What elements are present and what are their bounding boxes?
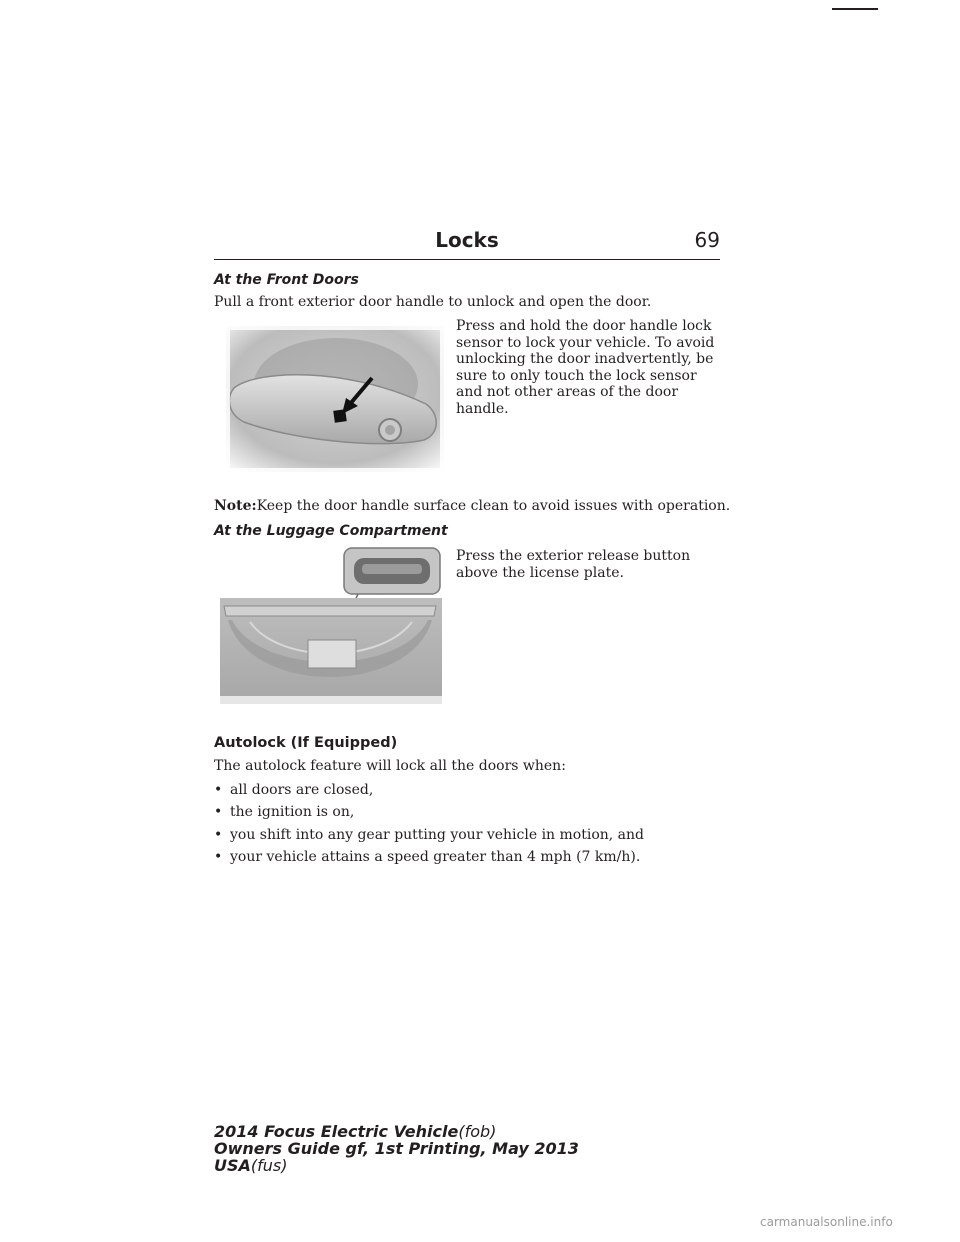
list-item-text: the ignition is on, <box>230 804 355 820</box>
footer-code-fob: (fob) <box>458 1122 497 1141</box>
footer-vehicle: 2014 Focus Electric Vehicle <box>214 1122 459 1141</box>
luggage-wrap-text <box>456 548 720 581</box>
luggage-heading: At the Luggage Compartment <box>214 523 448 539</box>
note-text: Keep the door handle surface clean to avoid issues with operation. <box>256 498 731 514</box>
list-item <box>214 849 640 865</box>
wrap-line: unlocking the door inadvertently, be <box>456 351 714 367</box>
wrap-line: handle. <box>456 400 509 417</box>
autolock-intro: The autolock feature will lock all the doors when: <box>214 758 566 774</box>
bullet-glyph: • <box>214 827 223 843</box>
luggage-release-illustration <box>220 546 442 704</box>
door-handle-image <box>226 326 444 472</box>
front-doors-wrap-text <box>456 318 720 417</box>
license-plate <box>308 640 356 668</box>
bullet-glyph: • <box>214 804 223 820</box>
footer-line-2: Owners Guide gf, 1st Printing, May 2013 <box>214 1139 579 1158</box>
list-item-text: your vehicle attains a speed greater than 4 mph (7 km/h). <box>230 849 641 865</box>
door-handle-illustration <box>226 326 444 472</box>
wrap-line: Press and hold the door handle lock <box>456 318 712 334</box>
page-number: 69 <box>694 228 720 252</box>
wrap-line: above the license plate. <box>456 564 624 581</box>
note-label: Note: <box>214 498 257 514</box>
document-footer <box>214 1123 579 1174</box>
watermark: carmanualsonline.info <box>760 1215 893 1229</box>
list-item <box>214 782 373 798</box>
autolock-heading: Autolock (If Equipped) <box>214 735 398 751</box>
front-doors-note <box>214 498 730 515</box>
footer-line-3 <box>214 1157 579 1174</box>
footer-line-1 <box>214 1123 579 1140</box>
wrap-line: sure to only touch the lock sensor <box>456 367 697 384</box>
bullet-glyph: • <box>214 849 223 865</box>
section-title: Locks <box>435 228 499 252</box>
list-item <box>214 804 354 820</box>
list-item-text: you shift into any gear putting your vehicle in motion, and <box>230 827 644 843</box>
front-doors-intro: Pull a front exterior door handle to unlock and open the door. <box>214 294 652 310</box>
footer-code-fus: (fus) <box>250 1156 288 1175</box>
wrap-line: and not other areas of the door <box>456 384 679 400</box>
bullet-glyph: • <box>214 782 223 798</box>
list-item-text: all doors are closed, <box>230 782 374 798</box>
footer-region: USA <box>214 1156 251 1175</box>
list-item <box>214 827 644 843</box>
header-rule <box>214 259 720 260</box>
wrap-line: Press the exterior release button <box>456 548 691 564</box>
wrap-line: sensor to lock your vehicle. To avoid <box>456 334 715 351</box>
luggage-release-image <box>220 546 442 704</box>
front-doors-heading: At the Front Doors <box>214 272 359 288</box>
top-corner-rule <box>832 8 878 10</box>
